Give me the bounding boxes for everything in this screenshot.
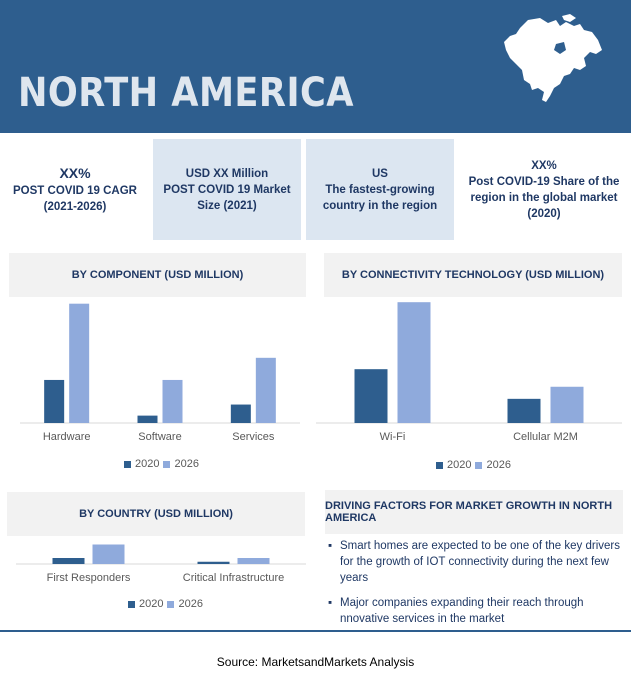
bar-2020-wi-fi: [355, 369, 388, 423]
x-tick-label: Wi-Fi: [379, 431, 406, 443]
stat-value: USD XX Million: [185, 167, 269, 180]
x-tick-label: Hardware: [42, 431, 91, 443]
component-chart-header: BY COMPONENT (USD MILLION): [9, 253, 306, 297]
x-tick-label: Critical Infrastructure: [182, 572, 285, 584]
stat-value: US: [372, 167, 388, 180]
stat-market-size: [153, 139, 301, 240]
country-chart-header: BY COUNTRY (USD MILLION): [7, 492, 305, 536]
connectivity-bar-chart: [316, 300, 622, 450]
stat-fastest-country: [306, 139, 454, 240]
component-bar-chart: [20, 300, 300, 450]
bar-2020-first-responders: [53, 558, 85, 564]
x-tick-label: Software: [138, 431, 182, 443]
bar-2026-critical-infrastructure: [238, 558, 270, 564]
x-tick-label: Cellular M2M: [513, 431, 578, 443]
country-bar-chart: [16, 540, 306, 590]
bar-2026-cellular-m2m: [551, 387, 584, 423]
legend-label-2020: 2020: [135, 458, 160, 470]
drivers-header: DRIVING FACTORS FOR MARKET GROWTH IN NORTH AMERICA: [325, 490, 623, 534]
stat-global-share: [460, 139, 628, 240]
driver-item: ▪ Smart homes are expected to be one of the key drivers for the growth of IOT connectivity during the next few years: [328, 538, 628, 586]
stat-value: XX%: [531, 159, 557, 172]
stat-label: POST COVID 19 CAGR (2021-2026): [13, 184, 137, 213]
stat-value: XX%: [59, 164, 91, 181]
bar-2026-software: [163, 380, 183, 423]
legend-swatch-2020: [128, 601, 135, 608]
connectivity-chart-header: BY CONNECTIVITY TECHNOLOGY (USD MILLION): [324, 253, 622, 297]
bar-2020-services: [231, 405, 251, 423]
bar-2020-software: [138, 416, 158, 423]
legend-swatch-2026: [167, 601, 174, 608]
bar-2026-wi-fi: [398, 302, 431, 423]
stat-label: The fastest-growing country in the region: [322, 183, 438, 212]
legend-swatch-2026: [475, 462, 482, 469]
north-america-map-icon: [500, 14, 610, 109]
legend-label-2020: 2020: [447, 459, 472, 471]
bar-2020-hardware: [44, 380, 64, 423]
stat-cagr: [4, 139, 146, 240]
bar-2026-services: [256, 358, 276, 423]
legend-swatch-2026: [163, 461, 170, 468]
source-note: Source: MarketsandMarkets Analysis: [216, 655, 415, 669]
legend-swatch-2020: [436, 462, 443, 469]
drivers-list: [328, 538, 628, 636]
bar-2026-first-responders: [93, 545, 125, 565]
x-tick-label: Services: [232, 431, 275, 443]
bar-2026-hardware: [69, 304, 89, 423]
legend-label-2026: 2026: [178, 598, 203, 610]
footer-divider: [0, 630, 631, 632]
bar-2020-cellular-m2m: [508, 399, 541, 423]
country-legend: [128, 598, 203, 610]
legend-swatch-2020: [124, 461, 131, 468]
connectivity-legend: [436, 459, 511, 471]
driver-item: ▪ Major companies expanding their reach through nnovative services in the market: [328, 595, 628, 627]
page-title: NORTH AMERICA: [18, 70, 354, 116]
stat-label: POST COVID 19 Market Size (2021): [163, 183, 291, 212]
legend-label-2020: 2020: [139, 598, 164, 610]
x-tick-label: First Responders: [46, 572, 131, 584]
stat-label: Post COVID-19 Share of the region in the global market (2020): [468, 175, 620, 220]
bar-2020-critical-infrastructure: [198, 562, 230, 564]
legend-label-2026: 2026: [174, 458, 199, 470]
component-legend: [124, 458, 199, 470]
legend-label-2026: 2026: [486, 459, 511, 471]
